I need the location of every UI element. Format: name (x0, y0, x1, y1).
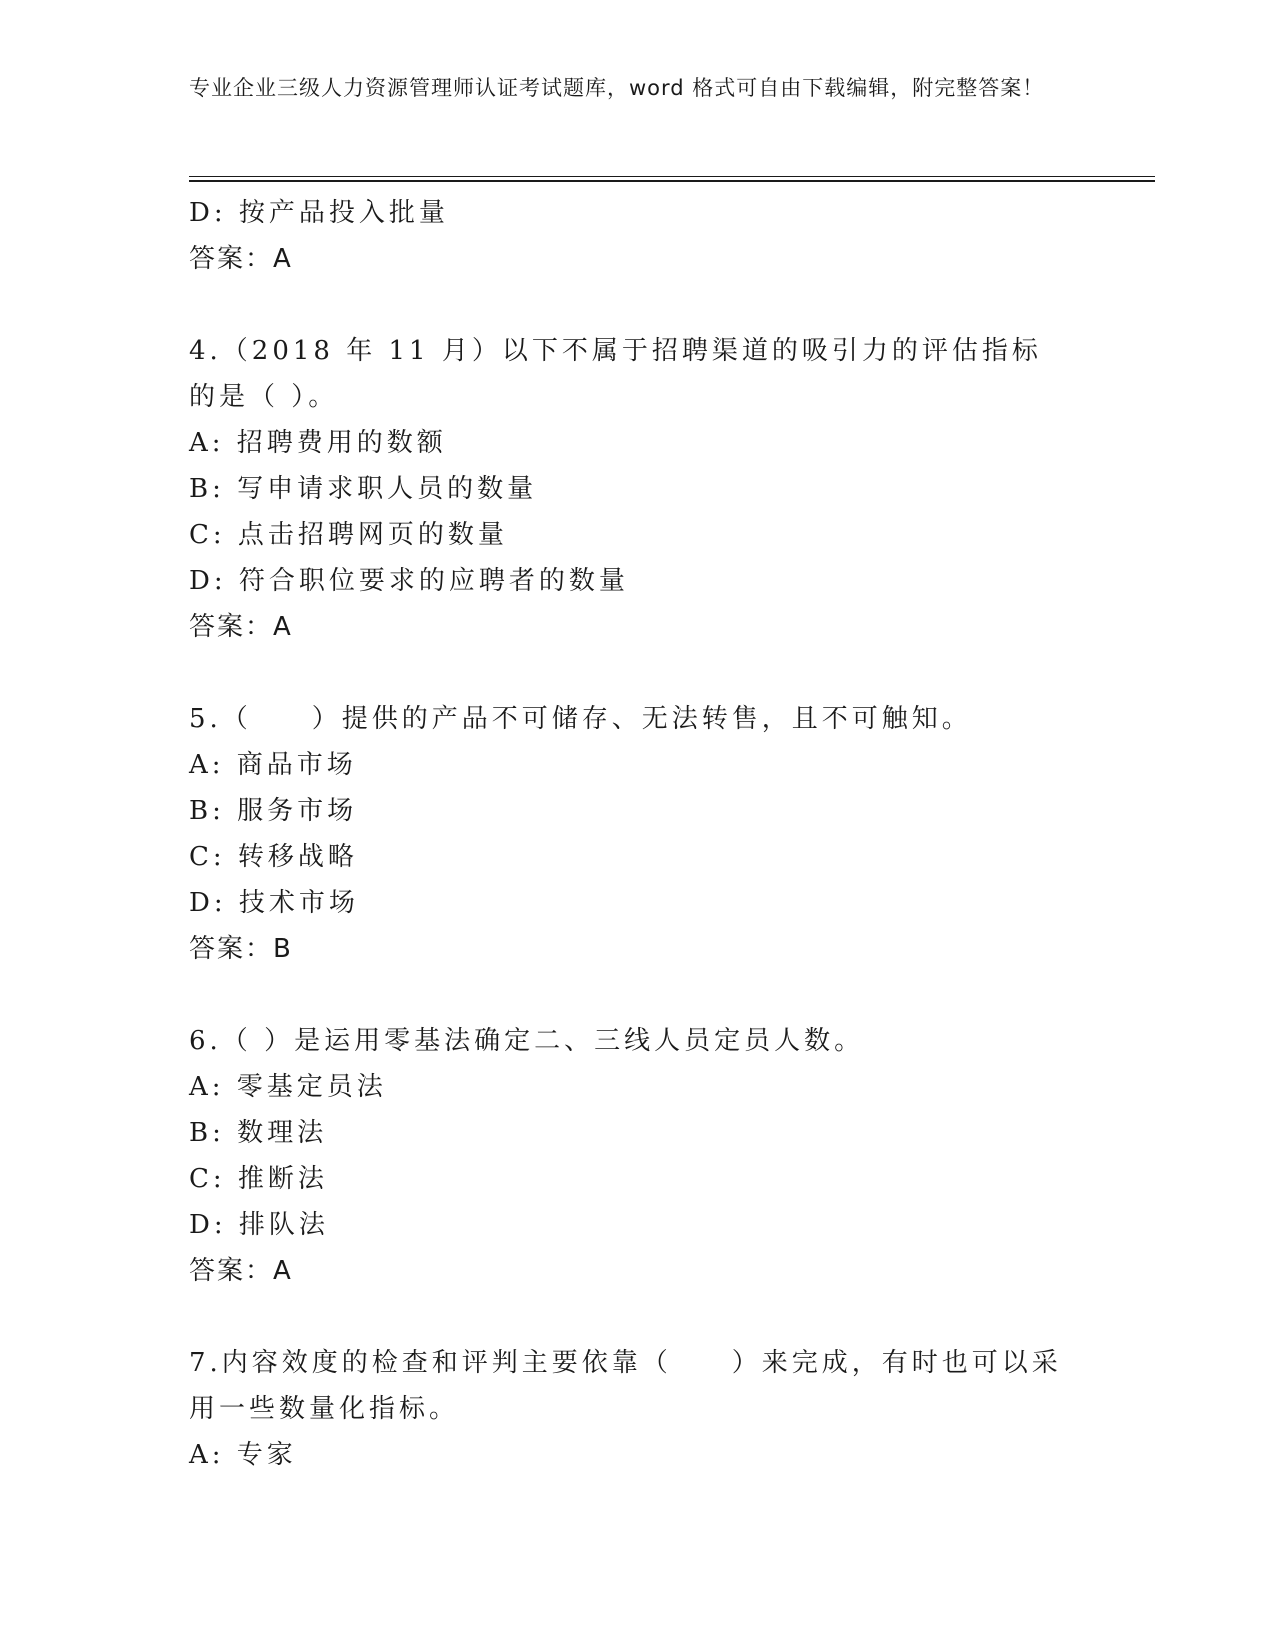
spacer (189, 1294, 1089, 1340)
option-a: A: 商品市场 (189, 750, 357, 780)
question-block (189, 328, 1089, 650)
spacer (189, 972, 1089, 1018)
page-header: 专业企业三级人力资源管理师认证考试题库，word 格式可自由下载编辑，附完整答案！ (189, 76, 1045, 100)
option-a: A: 专家 (189, 1440, 297, 1470)
header-rule-thin (189, 176, 1155, 177)
spacer (189, 282, 1089, 328)
option-c: C: 点击招聘网页的数量 (189, 520, 508, 550)
answer-line: 答案：A (189, 612, 293, 642)
question-stem: 4.（2018 年 11 月）以下不属于招聘渠道的吸引力的评估指标的是（ ）。 (189, 336, 1042, 412)
question-stem: 7.内容效度的检查和评判主要依靠（ ）来完成，有时也可以采用一些数量化指标。 (189, 1348, 1062, 1424)
question-stem: 6.（ ）是运用零基法确定二、三线人员定员人数。 (189, 1026, 865, 1056)
option-a: A: 零基定员法 (189, 1072, 387, 1102)
spacer (189, 650, 1089, 696)
option-a: A: 招聘费用的数额 (189, 428, 447, 458)
option-c: C: 转移战略 (189, 842, 358, 872)
option-b: B: 服务市场 (189, 796, 358, 826)
option-b: B: 数理法 (189, 1118, 328, 1148)
question-content (189, 190, 1089, 1478)
question-block (189, 696, 1089, 972)
option-c: C: 推断法 (189, 1164, 328, 1194)
option-d: D: 排队法 (189, 1210, 329, 1240)
answer-line: 答案：B (189, 934, 293, 964)
question-block (189, 1018, 1089, 1294)
answer-line: 答案：A (189, 244, 293, 274)
option-b: B: 写申请求职人员的数量 (189, 474, 538, 504)
option-d: D: 按产品投入批量 (189, 198, 449, 228)
answer-line: 答案：A (189, 1256, 293, 1286)
option-d: D: 技术市场 (189, 888, 359, 918)
question-block (189, 1340, 1089, 1478)
header-rule-thick (189, 180, 1155, 182)
option-d: D: 符合职位要求的应聘者的数量 (189, 566, 629, 596)
question-stem: 5.（ ）提供的产品不可储存、无法转售，且不可触知。 (189, 704, 972, 734)
